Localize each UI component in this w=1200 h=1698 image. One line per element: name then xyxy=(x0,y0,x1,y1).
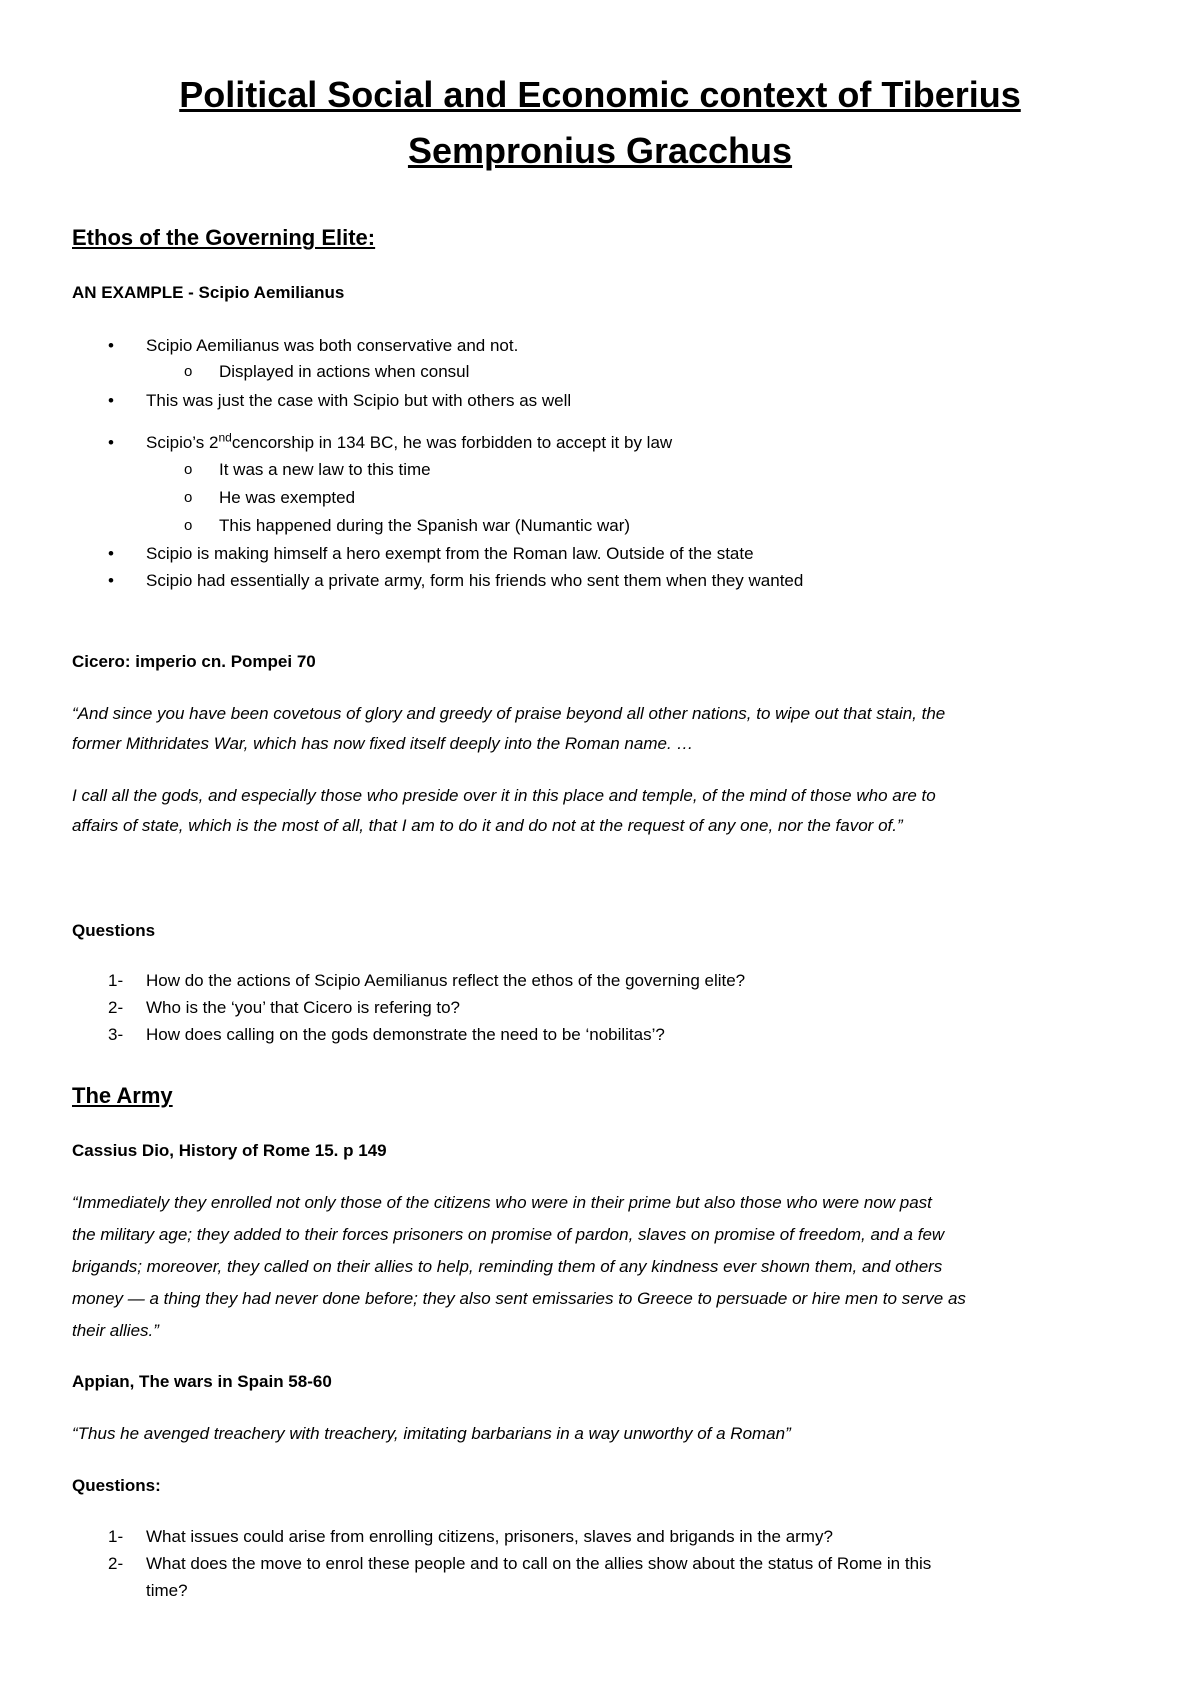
quote-line: “Thus he avenged treachery with treachery, imitating barbarians in a way unworthy of a Roman” xyxy=(72,1424,791,1443)
bullet-symbol: • xyxy=(108,544,114,563)
quote-line: “And since you have been covetous of glory and greedy of praise beyond all other nations, to wipe out that stain, the xyxy=(72,704,946,723)
quote-line: brigands; moreover, they called on their allies to help, reminding them of any kindness ever shown them, and others xyxy=(72,1257,943,1276)
bullet-item xyxy=(146,432,672,454)
example-label: AN EXAMPLE - Scipio Aemilianus xyxy=(72,283,345,302)
sub-bullet-item: He was exempted xyxy=(219,488,356,507)
quote-line: affairs of state, which is the most of all, that I am to do it and do not at the request of any one, nor the favor of.” xyxy=(72,816,903,835)
source-label-appian: Appian, The wars in Spain 58-60 xyxy=(72,1372,332,1391)
question-text-continuation: time? xyxy=(146,1581,188,1600)
quote-line: I call all the gods, and especially those who preside over it in this place and temple, of the mind of those who are to xyxy=(72,786,936,805)
questions-label: Questions: xyxy=(72,1476,161,1495)
quote-line: the military age; they added to their forces prisoners on promise of pardon, slaves on promise of freedom, and a few xyxy=(72,1225,945,1244)
bullet-text-end: cencorship in 134 BC, he was forbidden to accept it by law xyxy=(231,433,673,452)
question-text: What does the move to enrol these people and to call on the allies show about the status of Rome in this xyxy=(146,1554,932,1573)
quote-line: money — a thing they had never done before; they also sent emissaries to Greece to persuade or hire men to serve as xyxy=(72,1289,966,1308)
quote-line: former Mithridates War, which has now fixed itself deeply into the Roman name. … xyxy=(72,734,694,753)
document-title-line-2: Sempronius Gracchus xyxy=(407,130,793,171)
bullet-item: Scipio Aemilianus was both conservative and not. xyxy=(146,336,519,355)
bullet-symbol: • xyxy=(108,391,114,410)
sub-bullet-symbol: o xyxy=(184,517,193,534)
question-number: 2- xyxy=(108,1554,124,1573)
document-title-line-1: Political Social and Economic context of Tiberius xyxy=(179,74,1021,115)
question-number: 3- xyxy=(108,1025,124,1044)
section-heading-ethos: Ethos of the Governing Elite: xyxy=(72,225,376,250)
question-text: How does calling on the gods demonstrate the need to be ‘nobilitas’? xyxy=(146,1025,665,1044)
bullet-text-start: Scipio’s 2 xyxy=(146,433,219,452)
question-text: How do the actions of Scipio Aemilianus reflect the ethos of the governing elite? xyxy=(146,971,746,990)
questions-label: Questions xyxy=(72,921,156,940)
sub-bullet-symbol: o xyxy=(184,489,193,506)
bullet-symbol: • xyxy=(108,571,114,590)
sub-bullet-symbol: o xyxy=(184,461,193,478)
bullet-item: Scipio had essentially a private army, form his friends who sent them when they wanted xyxy=(146,571,804,590)
sub-bullet-item: It was a new law to this time xyxy=(219,460,431,479)
section-heading-army: The Army xyxy=(72,1083,173,1108)
question-number: 2- xyxy=(108,998,124,1017)
question-number: 1- xyxy=(108,971,124,990)
quote-line: their allies.” xyxy=(72,1321,159,1340)
sub-bullet-item: This happened during the Spanish war (Numantic war) xyxy=(219,516,631,535)
question-number: 1- xyxy=(108,1527,124,1546)
quote-line: “Immediately they enrolled not only those of the citizens who were in their prime but also those who were now past xyxy=(72,1193,932,1212)
sub-bullet-symbol: o xyxy=(184,363,193,380)
bullet-item: Scipio is making himself a hero exempt from the Roman law. Outside of the state xyxy=(146,544,754,563)
source-label-cicero: Cicero: imperio cn. Pompei 70 xyxy=(72,652,316,671)
bullet-symbol: • xyxy=(108,433,114,452)
superscript-ordinal: nd xyxy=(218,430,232,445)
bullet-symbol: • xyxy=(108,336,114,355)
question-text: What issues could arise from enrolling citizens, prisoners, slaves and brigands in the army? xyxy=(146,1527,833,1546)
source-label-cassius-dio: Cassius Dio, History of Rome 15. p 149 xyxy=(72,1141,387,1160)
bullet-item: This was just the case with Scipio but with others as well xyxy=(146,391,572,410)
question-text: Who is the ‘you’ that Cicero is refering to? xyxy=(146,998,461,1017)
sub-bullet-item: Displayed in actions when consul xyxy=(219,362,470,381)
